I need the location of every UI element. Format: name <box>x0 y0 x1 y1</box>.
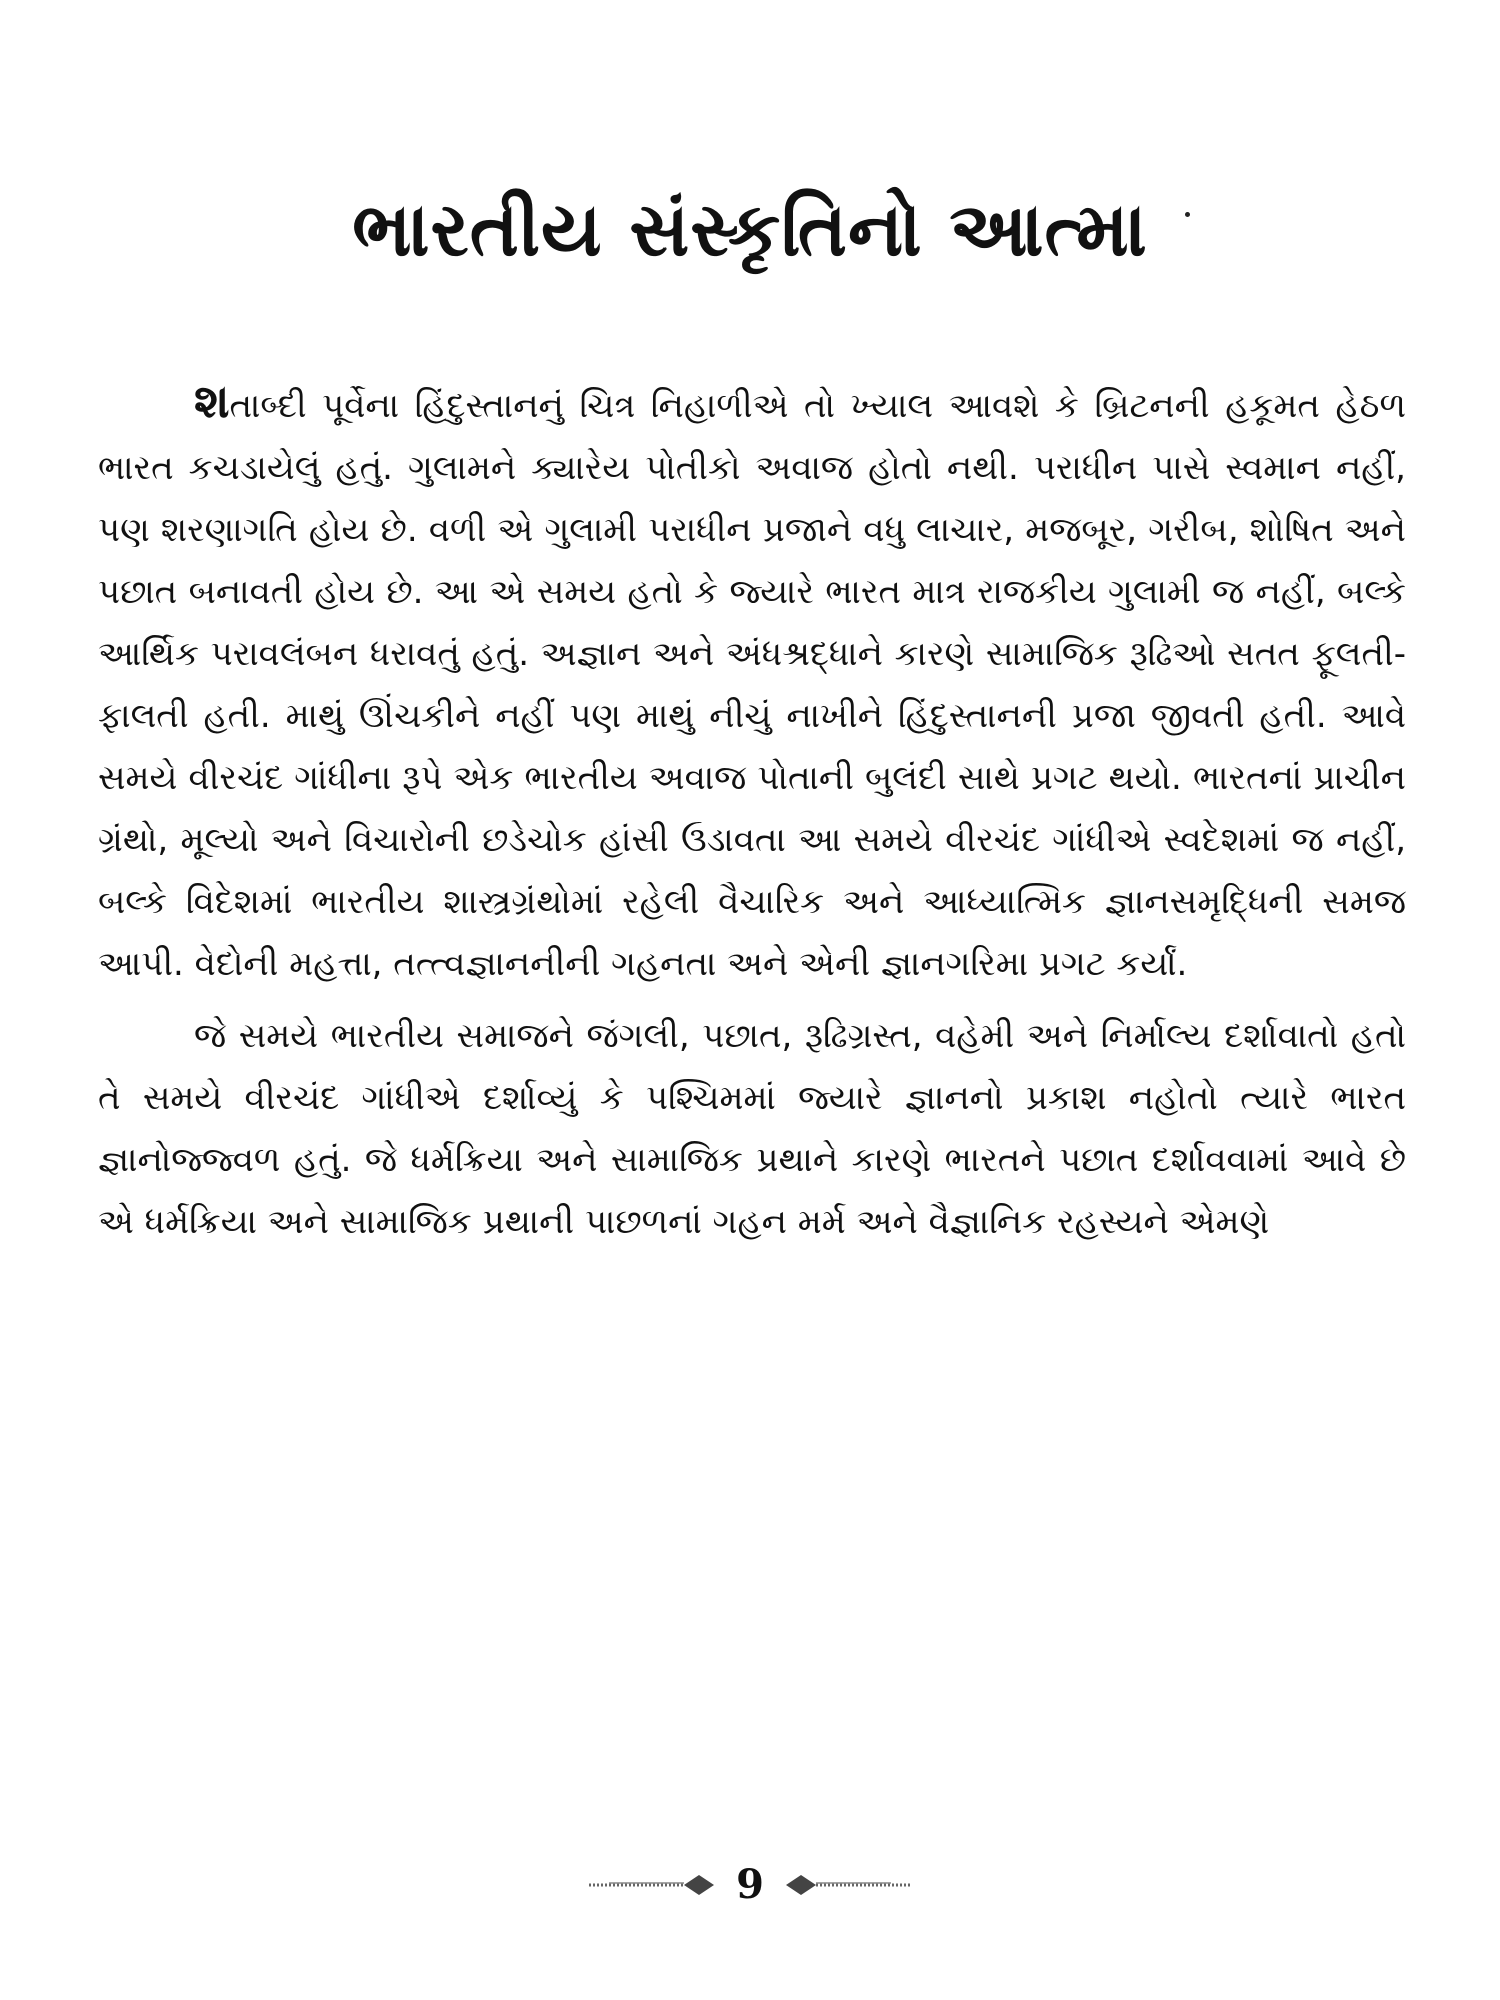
paragraph-1-text: તાબ્દી પૂર્વેના હિંદુસ્તાનનું ચિત્ર નિહાળીએ તો ખ્યાલ આવશે કે બ્રિટનની હકૂમત હેઠળ ભારત કચડાયેલું હતું. ગુલામને ક્યારેય પોતીકો અવાજ હોતો નથી. પરાધીન પાસે સ્વમાન નહીં, પણ શરણાગતિ હોય છે. વળી એ ગુલામી પરાધીન પ્રજાને વધુ લાચાર, મજબૂર, ગરીબ, શોષિત અને પછાત બનાવતી હોય છે. આ એ સમય હતો કે જ્યારે ભારત માત્ર રાજકીય ગુલામી જ નહીં, બલ્કે આર્થિક પરાવલંબન ધરાવતું હતું. અજ્ઞાન અને અંધશ્રદ્ધાને કારણે સામાજિક રૂઢિઓ સતત ફૂલતી-ફાલતી હતી. માથું ઊંચકીને નહીં પણ માથું નીચું નાખીને હિંદુસ્તાનની પ્રજા જીવતી હતી. આવે સમયે વીરચંદ ગાંધીના રૂપે એક ભારતીય અવાજ પોતાની બુલંદી સાથે પ્રગટ થયો. ભારતનાં પ્રાચીન ગ્રંથો, મૂલ્યો અને વિચારોની છડેચોક હાંસી ઉડાવતા આ સમયે વીરચંદ ગાંધીએ સ્વદેશમાં જ નહીં, બલ્કે વિદેશમાં ભારતીય શાસ્ત્રગ્રંથોમાં રહેલી વૈચારિક અને આધ્યાત્મિક જ્ઞાનસમૃદ્ધિની સમજ આપી. વેદોની મહત્તા, તત્ત્વજ્ઞાનનીની ગહનતા અને એની જ્ઞાનગરિમા પ્રગટ કર્યાં. <box>98 386 1406 984</box>
paragraph-2: જે સમયે ભારતીય સમાજને જંગલી, પછાત, રૂઢિગ્રસ્ત, વહેમી અને નિર્માલ્ય દર્શાવાતો હતો તે સમયે વીરચંદ ગાંધીએ દર્શાવ્યું કે પશ્ચિમમાં જ્યારે જ્ઞાનનો પ્રકાશ નહોતો ત્યારે ભારત જ્ઞાનોજ્જ્વળ હતું. જે ધર્મક્રિયા અને સામાજિક પ્રથાને કારણે ભારતને પછાત દર્શાવવામાં આવે છે એ ધર્મક્રિયા અને સામાજિક પ્રથાની પાછળનાં ગહન મર્મ અને વૈજ્ઞાનિક રહસ્યને એમણે <box>98 1016 1406 1242</box>
page-number: 9 <box>736 1861 764 1908</box>
title-speck <box>1185 212 1190 217</box>
left-diamond-ornament-icon <box>589 1870 714 1900</box>
chapter-title: ભારતીય સંસ્કૃતિનો આત્મા <box>352 187 1148 273</box>
body-text <box>98 370 1406 1253</box>
paragraph-1 <box>98 370 1406 995</box>
drop-cap: શ <box>194 374 230 428</box>
page-footer <box>0 1860 1500 1910</box>
right-diamond-ornament-icon <box>786 1870 911 1900</box>
